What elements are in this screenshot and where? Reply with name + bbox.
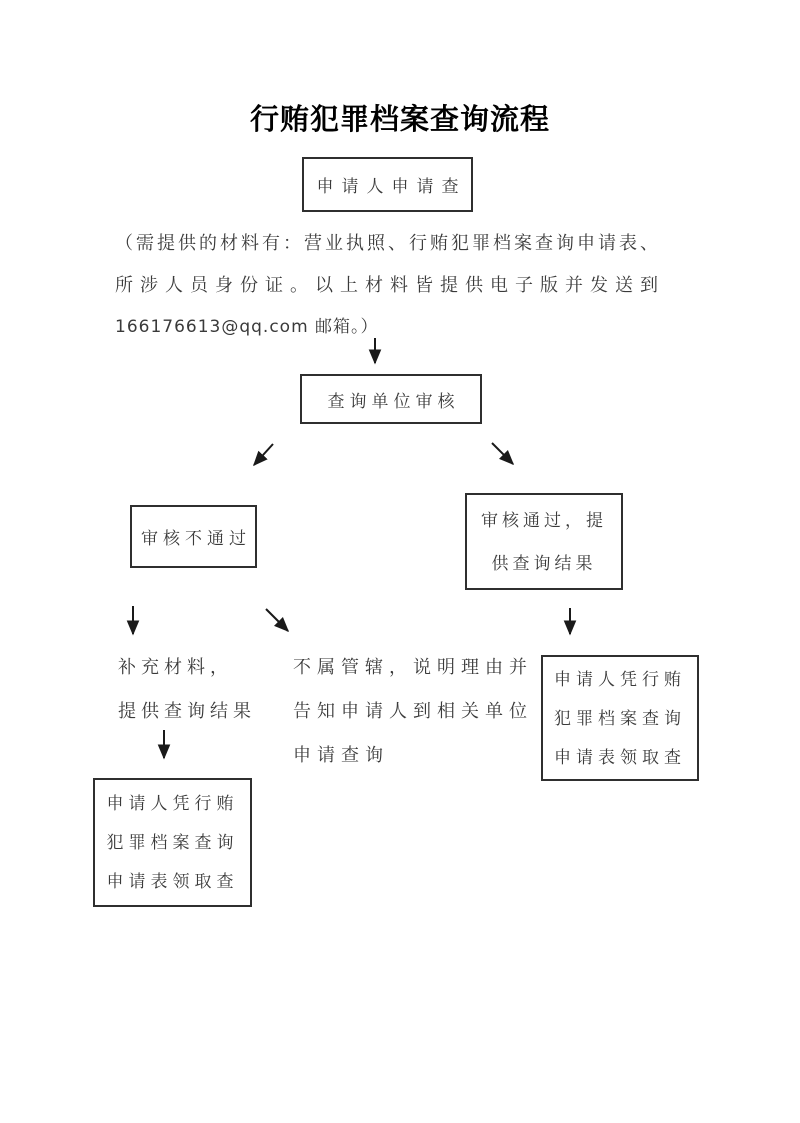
flow-node-collect-left-line1: 申请人凭行贿: [106, 794, 239, 813]
materials-note: [115, 222, 715, 348]
flow-node-review-pass-line2: 供查询结果: [491, 553, 597, 573]
page-title: 行贿犯罪档案查询流程: [249, 102, 550, 136]
flow-node-review: [300, 374, 482, 424]
flow-text-not-jurisdiction-line3: 申请查询: [293, 745, 389, 765]
flow-node-collect-right-line1: 申请人凭行贿: [554, 669, 686, 689]
flow-node-review-label: 查询单位审核: [327, 391, 460, 411]
arrow-review-to-fail: [254, 444, 273, 465]
flow-node-review-fail: [130, 505, 257, 568]
flow-node-collect-right-line3: 申请表领取查: [554, 747, 686, 767]
materials-note-line1: （需提供的材料有：营业执照、行贿犯罪档案查询申请表、: [115, 233, 661, 253]
flow-node-apply: [302, 157, 473, 212]
materials-note-line2: 所涉人员身份证。以上材料皆提供电子版并发送到: [115, 275, 665, 295]
flow-node-review-fail-label: 审核不通过: [141, 529, 251, 548]
arrow-review-to-pass: [492, 443, 513, 464]
flow-node-collect-left: [93, 778, 252, 907]
arrow-fail-to-not-jurisdiction: [266, 609, 288, 631]
flow-text-supplement-line2: 提供查询结果: [118, 701, 256, 721]
flow-text-supplement: [118, 645, 256, 733]
flow-node-collect-right-line2: 犯罪档案查询: [554, 708, 686, 728]
flow-node-collect-left-line2: 犯罪档案查询: [106, 833, 239, 852]
flow-text-supplement-line1: 补充材料，: [118, 657, 233, 677]
materials-note-line3: 166176613@qq.com 邮箱。）: [115, 317, 379, 337]
flow-node-review-pass-line1: 审核通过，提: [481, 510, 607, 530]
flow-node-collect-left-line3: 申请表领取查: [106, 872, 239, 891]
flow-node-review-pass: [465, 493, 623, 590]
flow-text-not-jurisdiction-line2: 告知申请人到相关单位: [293, 701, 533, 721]
flow-text-not-jurisdiction-line1: 不属管辖，说明理由并: [293, 657, 533, 677]
flow-node-collect-right: [541, 655, 699, 781]
flow-node-apply-label: 申请人申请查: [316, 177, 467, 196]
flow-text-not-jurisdiction: [293, 645, 533, 777]
